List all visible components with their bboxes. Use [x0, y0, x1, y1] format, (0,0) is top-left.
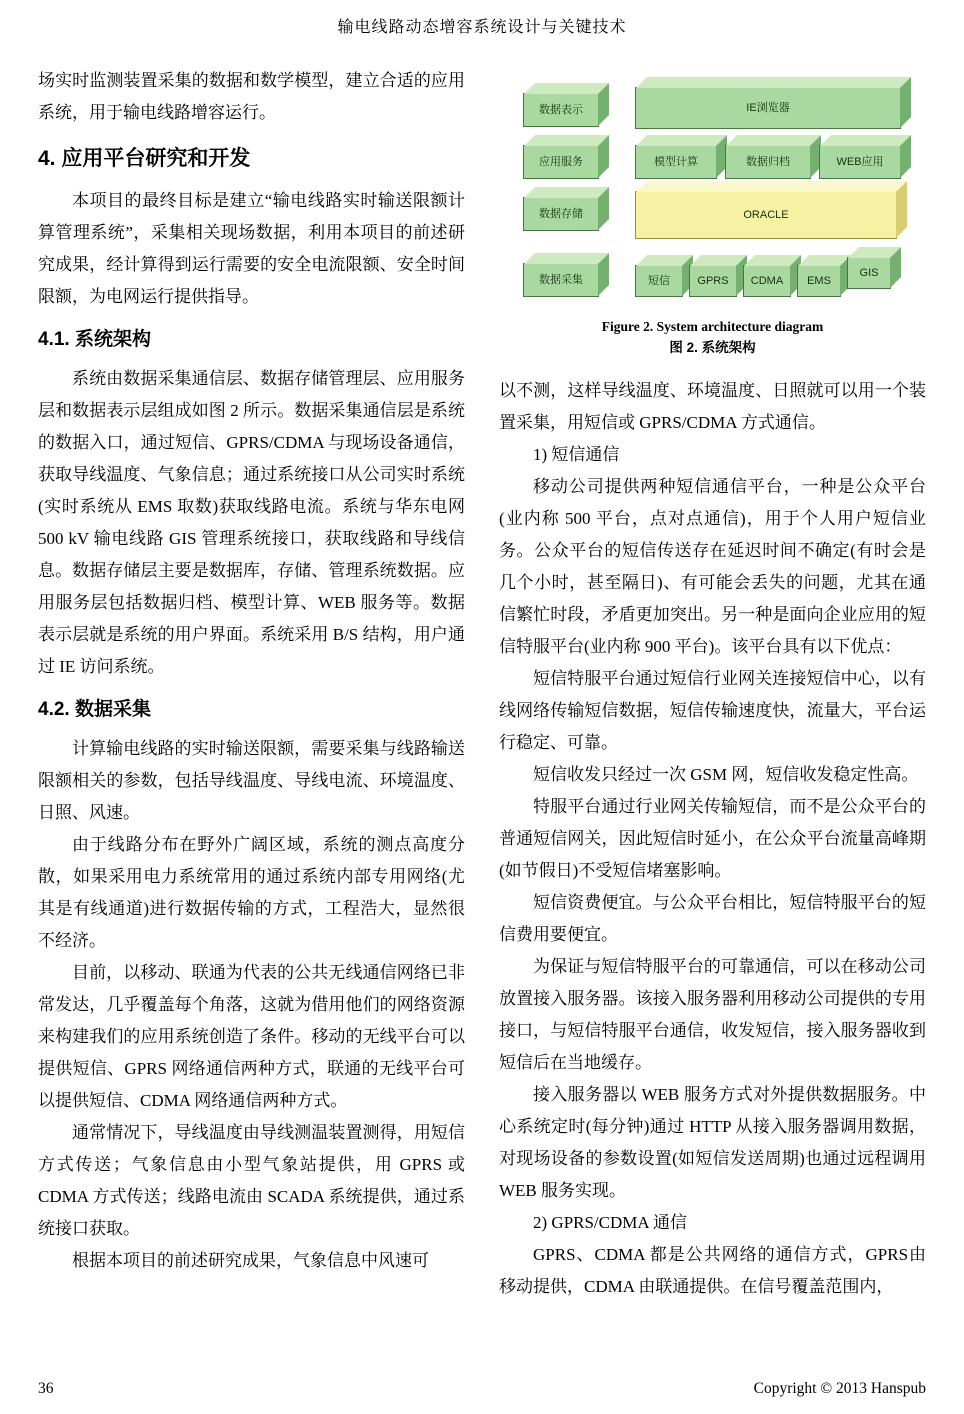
figure-box-label: 短信: [648, 275, 670, 287]
paragraph: 特服平台通过行业网关传输短信，而不是公众平台的普通短信网关，因此短信时延小，在公众平台流量高峰期(如节假日)不受短信堵塞影响。: [499, 797, 926, 880]
paragraph: 目前，以移动、联通为代表的公共无线通信网络已非常发达，几乎覆盖每个角落，这就为借用他们的网络资源来构建我们的应用系统创造了条件。移动的无线平台可以提供短信、GPRS 网络通信两种方式，联通的无线平台可以提供短信、CDMA 网络通信两种方式。: [38, 963, 465, 1110]
copyright-notice: Copyright © 2013 Hanspub: [753, 1380, 926, 1397]
paragraph: 由于线路分布在野外广阔区域，系统的测点高度分散，如果采用电力系统常用的通过系统内部专用网络(尤其是有线通道)进行数据传输的方式，工程浩大，显然很不经济。: [38, 835, 465, 950]
paragraph: 计算输电线路的实时输送限额，需要采集与线路输送限额相关的参数，包括导线温度、导线电流、环境温度、日照、风速。: [38, 739, 465, 822]
figure-box-ie-browser: [635, 87, 901, 129]
system-architecture-diagram: [499, 69, 926, 307]
figure-box-label: ORACLE: [743, 209, 789, 221]
paragraph: 以不测，这样导线温度、环境温度、日照就可以用一个装置采集，用短信或 GPRS/CDMA 方式通信。: [499, 381, 926, 432]
figure-box-data-storage: [523, 197, 599, 231]
list-item-2: 2) GPRS/CDMA 通信: [533, 1213, 687, 1232]
figure-box-data-display: [523, 93, 599, 127]
paragraph: 场实时监测装置采集的数据和数学模型，建立合适的应用系统，用于输电线路增容运行。: [38, 71, 465, 122]
figure-box-label: CDMA: [750, 275, 784, 287]
paragraph: 接入服务器以 WEB 服务方式对外提供数据服务。中心系统定时(每分钟)通过 HTTP 从接入服务器调用数据，对现场设备的参数设置(如短信发送周期)也通过远程调用 WEB 服务实现。: [499, 1085, 926, 1200]
section-heading-4-2: 4.2. 数据采集: [38, 699, 151, 720]
paragraph: 短信收发只经过一次 GSM 网，短信收发稳定性高。: [533, 765, 919, 784]
figure-box-label: 数据归档: [746, 156, 790, 168]
figure-box-label: GIS: [859, 267, 879, 279]
left-column: [38, 65, 465, 1303]
list-item-1: 1) 短信通信: [533, 445, 620, 464]
figure-box-gprs: [689, 265, 737, 297]
section-heading-4-1: 4.1. 系统架构: [38, 329, 151, 350]
page-footer: [38, 1380, 926, 1398]
two-column-body: [38, 65, 926, 1303]
paragraph: 短信资费便宜。与公众平台相比，短信特服平台的短信费用要便宜。: [499, 893, 926, 944]
figure-caption-zh: 图 2. 系统架构: [669, 340, 756, 355]
figure-box-app-service: [523, 145, 599, 179]
section-heading-4: 4. 应用平台研究和开发: [38, 147, 251, 170]
page-number: 36: [38, 1380, 54, 1397]
figure-box-label: WEB应用: [836, 156, 884, 168]
figure-box-label: GPRS: [697, 275, 729, 287]
figure-box-label: 数据采集: [539, 274, 583, 286]
figure-box-label: EMS: [807, 275, 831, 287]
figure-caption: [499, 317, 926, 359]
figure-box-oracle: [635, 191, 897, 239]
figure-box-label: 应用服务: [539, 156, 583, 168]
paragraph: 短信特服平台通过短信行业网关连接短信中心，以有线网络传输短信数据，短信传输速度快，流量大，平台运行稳定、可靠。: [499, 669, 926, 752]
figure-2: [499, 69, 926, 359]
figure-box-ems: [797, 265, 841, 297]
paragraph: 移动公司提供两种短信通信平台，一种是公众平台(业内称 500 平台，点对点通信)，用于个人用户短信业务。公众平台的短信传送存在延迟时间不确定(有时会是几个小时，甚至隔日)、有可能会丢失的问题，尤其在通信繁忙时段，矛盾更加突出。另一种是面向企业应用的短信特服平台(业内称 900 平台)。该平台具有以下优点：: [499, 477, 926, 656]
figure-box-gis: [847, 257, 891, 289]
right-column: [499, 65, 926, 1303]
figure-box-data-acquisition: [523, 263, 599, 297]
paragraph: GPRS、CDMA 都是公共网络的通信方式，GPRS由移动提供，CDMA 由联通提供。在信号覆盖范围内，: [499, 1245, 926, 1296]
figure-box-cdma: [743, 265, 791, 297]
figure-box-model-compute: [635, 145, 717, 179]
figure-box-label: 数据存储: [539, 208, 583, 220]
figure-box-label: 数据表示: [539, 104, 583, 116]
figure-box-label: 模型计算: [654, 156, 698, 168]
paragraph: 为保证与短信特服平台的可靠通信，可以在移动公司放置接入服务器。该接入服务器利用移动公司提供的专用接口，与短信特服平台通信，收发短信，接入服务器收到短信后在当地缓存。: [499, 957, 926, 1072]
paragraph: 系统由数据采集通信层、数据存储管理层、应用服务层和数据表示层组成如图 2 所示。数据采集通信层是系统的数据入口，通过短信、GPRS/CDMA 与现场设备通信，获取导线温度、气象信息；通过系统接口从公司实时系统(实时系统从 EMS 取数)获取线路电流。系统与华东电网 500 kV 输电线路 GIS 管理系统接口，获取线路和导线信息。数据存储层主要是数据库，存储、管理系统数据。应用服务层包括数据归档、模型计算、WEB 服务等。数据表示层就是系统的用户界面。系统采用 B/S 结构，用户通过 IE 访问系统。: [38, 369, 465, 676]
figure-box-sms: [635, 265, 683, 297]
figure-box-web-app: [819, 145, 901, 179]
figure-box-data-archive: [725, 145, 811, 179]
figure-caption-en: Figure 2. System architecture diagram: [601, 319, 824, 334]
paragraph: 本项目的最终目标是建立“输电线路实时输送限额计算管理系统”，采集相关现场数据，利用本项目的前述研究成果，经计算得到运行需要的安全电流限额、安全时间限额，为电网运行提供指导。: [38, 191, 465, 306]
paragraph: 根据本项目的前述研究成果，气象信息中风速可: [72, 1251, 429, 1270]
running-head-title: 输电线路动态增容系统设计与关键技术: [337, 19, 627, 36]
paragraph: 通常情况下，导线温度由导线测温装置测得，用短信方式传送；气象信息由小型气象站提供，用 GPRS 或 CDMA 方式传送；线路电流由 SCADA 系统提供，通过系统接口获取。: [38, 1123, 465, 1238]
figure-box-label: IE浏览器: [746, 102, 790, 114]
